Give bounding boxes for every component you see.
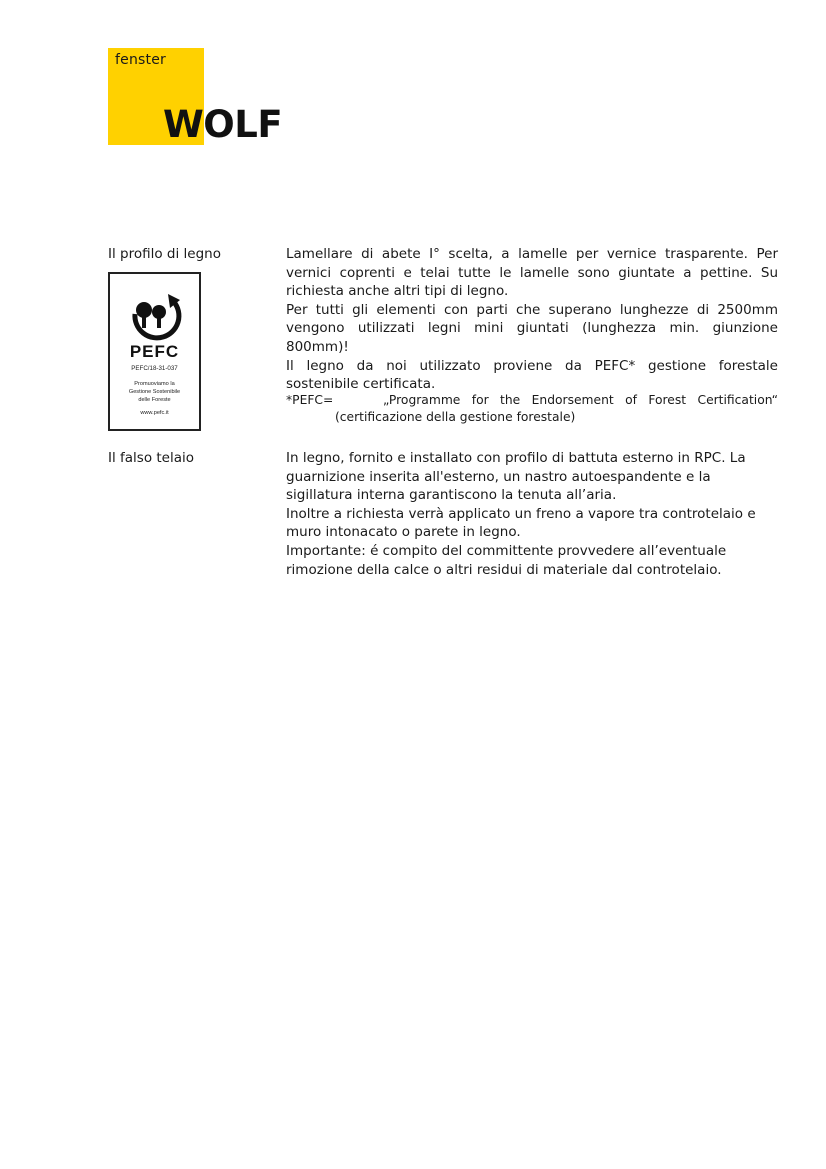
section-body-profilo [286,245,778,394]
pefc-url: www.pefc.it [140,410,169,416]
footnote-sub: (certificazione della gestione forestale) [335,410,576,424]
pefc-line: Promuoviamo la [134,381,175,387]
pefc-code: PEFC/18-31-037 [131,365,178,372]
company-logo [108,48,283,146]
pefc-tree-icon [135,294,180,338]
footnote-value: „Programme for the Endorsement of Forest Certification“ [383,393,778,407]
paragraph: Il legno da noi utilizzato proviene da PEFC* gestione forestale sostenibile certificata. [286,357,778,393]
logo-small-text: fenster [115,52,166,68]
paragraph: In legno, fornito e installato con profilo di battuta esterno in RPC. La guarnizione inserita all'esterno, un nastro autoespandente e la sigillatura interna garantiscono la tenuta all’aria. [286,450,746,504]
section-label-profilo: Il profilo di legno [108,246,221,262]
paragraph: Inoltre a richiesta verrà applicato un freno a vapore tra controtelaio e muro intonacato o parete in legno. [286,505,756,541]
paragraph: Importante: é compito del committente provvedere all’eventuale rimozione della calce o altri residui di materiale dal controtelaio. [286,542,727,578]
section-label-falso-telaio: Il falso telaio [108,450,195,466]
footnote-key: *PEFC= [286,393,334,407]
pefc-footnote [286,392,778,426]
logo-brand-text: WOLF [163,103,283,146]
pefc-logo [108,272,201,431]
paragraph: Per tutti gli elementi con parti che superano lunghezze di 2500mm vengono utilizzati legni mini giuntati (lunghezza min. giunzione 800mm)! [286,301,778,355]
pefc-mark-text: PEFC [129,342,180,361]
pefc-line: delle Foreste [138,397,171,403]
paragraph: Lamellare di abete I° scelta, a lamelle per vernice trasparente. Per vernici coprenti e telai tutte le lamelle sono giuntate a pettine. Su richiesta anche altri tipi di legno. [286,246,778,300]
pefc-line: Gestione Sostenibile [128,389,181,395]
section-body-falso-telaio [286,449,778,579]
